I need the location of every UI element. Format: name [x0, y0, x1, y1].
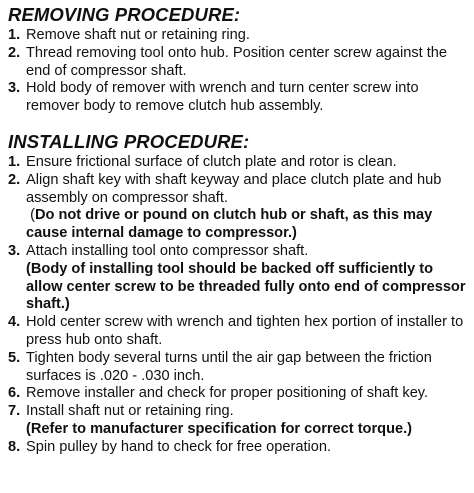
step-caution-note: (Body of installing tool should be backed off sufficiently to allow center screw to be threaded fully onto end of compressor shaft.): [26, 260, 466, 313]
step-body: [26, 439, 468, 457]
installing-step-5: [8, 350, 468, 386]
step-text: Hold body of remover with wrench and turn center screw into remover body to remove clutch hub assembly.: [26, 80, 419, 115]
step-text: Install shaft nut or retaining ring.: [26, 403, 234, 420]
installing-step-3: [8, 243, 468, 314]
installing-step-7: [8, 403, 468, 439]
step-body: [26, 403, 468, 439]
removing-step-3: [8, 80, 468, 116]
caution-note-text: Body of installing tool should be backed off sufficiently to allow center screw to be threaded fully onto end of compressor shaft.: [26, 260, 466, 313]
step-text: Spin pulley by hand to check for free operation.: [26, 438, 332, 455]
step-number: 2.: [8, 171, 21, 188]
step-body: [26, 350, 468, 386]
step-body: [26, 45, 468, 81]
installing-step-2: [8, 172, 468, 243]
step-number: 2.: [8, 44, 21, 61]
step-number: 1.: [8, 27, 21, 43]
torque-note-text: Refer to manufacturer specification for correct torque.: [30, 420, 408, 437]
step-number: 4.: [8, 314, 21, 331]
installing-step-1: [8, 154, 468, 172]
step-number: 8.: [8, 438, 21, 455]
removing-steps-list: [8, 27, 468, 116]
installing-step-6: [8, 385, 468, 403]
step-text: Hold center screw with wrench and tighten hex portion of installer to press hub onto shaft.: [26, 314, 464, 348]
installing-step-8: [8, 439, 468, 457]
installing-procedure-title: INSTALLING PROCEDURE:: [8, 130, 250, 152]
step-body: [26, 243, 468, 314]
removing-step-2: [8, 45, 468, 81]
step-warning-note: (Do not drive or pound on clutch hub or shaft, as this may cause internal damage to compressor.): [26, 207, 433, 242]
step-body: [26, 80, 468, 116]
step-torque-note: (Refer to manufacturer specification for correct torque.): [26, 420, 413, 437]
warning-note-text: Do not drive or pound on clutch hub or shaft, as this may cause internal damage to compressor.: [26, 207, 433, 242]
step-text: Remove installer and check for proper positioning of shaft key.: [26, 385, 429, 402]
step-number: 5.: [8, 349, 21, 366]
step-text: Thread removing tool onto hub. Position center screw against the end of compressor shaft.: [26, 44, 448, 79]
step-number: 3.: [8, 242, 21, 259]
step-text: Align shaft key with shaft keyway and place clutch plate and hub assembly on compressor shaft.: [26, 171, 442, 206]
installing-step-4: [8, 314, 468, 350]
step-body: [26, 314, 468, 350]
step-body: [26, 27, 468, 45]
step-text: Attach installing tool onto compressor shaft.: [26, 242, 309, 259]
step-text: Remove shaft nut or retaining ring.: [26, 27, 250, 43]
step-body: [26, 154, 468, 172]
step-number: 3.: [8, 80, 21, 97]
step-body: [26, 385, 468, 403]
step-number: 1.: [8, 153, 21, 170]
step-body: [26, 172, 468, 243]
removing-step-1: [8, 27, 468, 45]
removing-procedure-title: REMOVING PROCEDURE:: [8, 4, 241, 25]
step-number: 6.: [8, 385, 21, 402]
installing-steps-list: [8, 154, 468, 457]
step-text: Ensure frictional surface of clutch plate and rotor is clean.: [26, 153, 397, 170]
step-text: Tighten body several turns until the air gap between the friction surfaces is .020 - .030 inch.: [26, 349, 432, 384]
step-number: 7.: [8, 403, 21, 420]
